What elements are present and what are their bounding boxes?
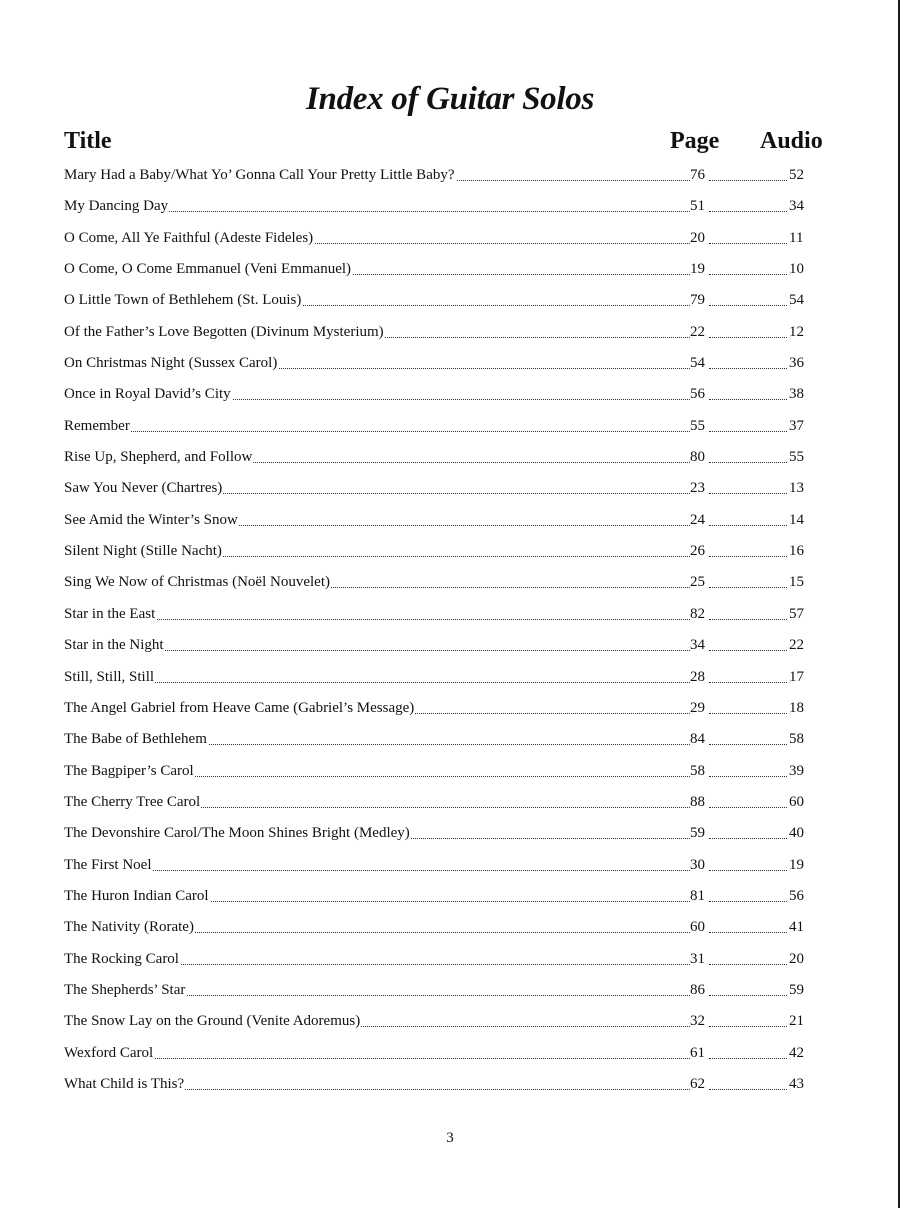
- index-entry: [64, 881, 808, 912]
- entry-audio-track: 37: [789, 417, 804, 434]
- index-entry: [64, 411, 808, 442]
- index-entry: [64, 1006, 808, 1037]
- entry-audio-track: 10: [789, 261, 804, 278]
- index-entry: [64, 223, 808, 254]
- index-entry: [64, 944, 808, 975]
- entry-title: Remember: [64, 411, 131, 442]
- audio-column-header: Audio: [760, 128, 823, 154]
- dot-leader: [709, 274, 787, 275]
- dot-leader: [709, 1058, 787, 1059]
- index-entry: [64, 630, 808, 661]
- index-entry: [64, 975, 808, 1006]
- entry-audio-track: 55: [789, 449, 804, 466]
- entry-title: Silent Night (Stille Nacht): [64, 536, 223, 567]
- entry-title: O Come, All Ye Faithful (Adeste Fideles): [64, 223, 314, 254]
- index-entry: [64, 505, 808, 536]
- entry-title: My Dancing Day: [64, 191, 169, 222]
- entry-page: 81: [690, 887, 705, 904]
- entry-page: 28: [690, 668, 705, 685]
- dot-leader: [709, 243, 787, 244]
- entry-audio-track: 59: [789, 981, 804, 998]
- entry-page: 51: [690, 198, 705, 215]
- dot-leader: [709, 932, 787, 933]
- entry-title: See Amid the Winter’s Snow: [64, 505, 239, 536]
- entry-title: Mary Had a Baby/What Yo’ Gonna Call Your Pretty Little Baby?: [64, 160, 456, 191]
- entry-title: O Come, O Come Emmanuel (Veni Emmanuel): [64, 254, 352, 285]
- dot-leader: [709, 901, 787, 902]
- entry-page: 22: [690, 323, 705, 340]
- dot-leader: [709, 399, 787, 400]
- dot-leader: [709, 431, 787, 432]
- dot-leader: [709, 368, 787, 369]
- entry-page: 55: [690, 417, 705, 434]
- entry-page: 19: [690, 261, 705, 278]
- index-entry: [64, 191, 808, 222]
- entry-title: Once in Royal David’s City: [64, 379, 232, 410]
- index-entry: [64, 912, 808, 943]
- index-entry: [64, 254, 808, 285]
- entry-audio-track: 11: [789, 229, 804, 246]
- entry-title: The Rocking Carol: [64, 944, 180, 975]
- title-column-header: Title: [64, 128, 112, 154]
- dot-leader: [709, 838, 787, 839]
- index-entry: [64, 1038, 808, 1069]
- entry-title: Saw You Never (Chartres): [64, 473, 223, 504]
- index-entry: [64, 850, 808, 881]
- entry-audio-track: 57: [789, 605, 804, 622]
- dot-leader: [709, 807, 787, 808]
- entry-audio-track: 34: [789, 198, 804, 215]
- index-entry: [64, 160, 808, 191]
- entry-page: 54: [690, 355, 705, 372]
- entry-audio-track: 22: [789, 637, 804, 654]
- entry-title: Star in the East: [64, 599, 156, 630]
- entry-page: 20: [690, 229, 705, 246]
- entry-page: 30: [690, 856, 705, 873]
- entry-title: The Bagpiper’s Carol: [64, 756, 195, 787]
- index-entry: [64, 662, 808, 693]
- entry-title: Star in the Night: [64, 630, 165, 661]
- entry-title: Rise Up, Shepherd, and Follow: [64, 442, 253, 473]
- dot-leader: [709, 713, 787, 714]
- dot-leader: [64, 619, 690, 620]
- page-number: 3: [446, 1130, 454, 1146]
- entry-title: The Nativity (Rorate): [64, 912, 195, 943]
- index-entry: [64, 348, 808, 379]
- entry-page: 24: [690, 511, 705, 528]
- entry-audio-track: 20: [789, 950, 804, 967]
- index-entry: [64, 317, 808, 348]
- entry-page: 23: [690, 480, 705, 497]
- entry-page: 76: [690, 167, 705, 183]
- entry-audio-track: 40: [789, 825, 804, 842]
- dot-leader: [709, 556, 787, 557]
- entry-title: Still, Still, Still: [64, 662, 155, 693]
- entry-page: 62: [690, 1075, 705, 1092]
- dot-leader: [709, 964, 787, 965]
- entry-page: 59: [690, 825, 705, 842]
- entry-title: Sing We Now of Christmas (Noël Nouvelet): [64, 567, 331, 598]
- dot-leader: [709, 305, 787, 306]
- dot-leader: [709, 587, 787, 588]
- entry-page: 32: [690, 1013, 705, 1030]
- dot-leader: [64, 870, 690, 871]
- dot-leader: [709, 682, 787, 683]
- index-list: [64, 160, 808, 1100]
- entry-page: 26: [690, 543, 705, 560]
- entry-title: The Devonshire Carol/The Moon Shines Bright (Medley): [64, 818, 411, 849]
- dot-leader: [709, 1026, 787, 1027]
- index-entry: [64, 473, 808, 504]
- entry-audio-track: 60: [789, 793, 804, 810]
- dot-leader: [709, 211, 787, 212]
- entry-page: 58: [690, 762, 705, 779]
- dot-leader: [64, 431, 690, 432]
- entry-title: O Little Town of Bethlehem (St. Louis): [64, 285, 302, 316]
- dot-leader: [709, 619, 787, 620]
- dot-leader: [709, 337, 787, 338]
- dot-leader: [709, 493, 787, 494]
- entry-page: 31: [690, 950, 705, 967]
- entry-title: The Shepherds’ Star: [64, 975, 186, 1006]
- dot-leader: [709, 1089, 787, 1090]
- entry-audio-track: 14: [789, 511, 804, 528]
- dot-leader: [709, 525, 787, 526]
- index-entry: [64, 724, 808, 755]
- entry-title: What Child is This?: [64, 1069, 185, 1100]
- entry-audio-track: 12: [789, 323, 804, 340]
- index-entry: [64, 693, 808, 724]
- entry-audio-track: 19: [789, 856, 804, 873]
- dot-leader: [709, 650, 787, 651]
- entry-title: The Babe of Bethlehem: [64, 724, 208, 755]
- page-column-header: Page: [670, 128, 720, 154]
- entry-audio-track: 52: [789, 167, 804, 183]
- entry-audio-track: 42: [789, 1044, 804, 1061]
- entry-page: 25: [690, 574, 705, 591]
- index-header: [64, 124, 834, 158]
- index-entry: [64, 787, 808, 818]
- index-entry: [64, 1069, 808, 1100]
- entry-audio-track: 36: [789, 355, 804, 372]
- entry-audio-track: 15: [789, 574, 804, 591]
- dot-leader: [709, 776, 787, 777]
- entry-page: 82: [690, 605, 705, 622]
- entry-audio-track: 54: [789, 292, 804, 309]
- entry-title: The First Noel: [64, 850, 153, 881]
- entry-title: The Huron Indian Carol: [64, 881, 210, 912]
- entry-page: 88: [690, 793, 705, 810]
- index-entry: [64, 442, 808, 473]
- dot-leader: [709, 995, 787, 996]
- dot-leader: [709, 180, 787, 181]
- entry-title: On Christmas Night (Sussex Carol): [64, 348, 278, 379]
- page-title: Index of Guitar Solos: [305, 81, 594, 118]
- dot-leader: [64, 682, 690, 683]
- entry-audio-track: 39: [789, 762, 804, 779]
- entry-audio-track: 41: [789, 919, 804, 936]
- index-entry: [64, 379, 808, 410]
- entry-page: 56: [690, 386, 705, 403]
- dot-leader: [709, 870, 787, 871]
- dot-leader: [64, 1058, 690, 1059]
- entry-page: 80: [690, 449, 705, 466]
- entry-page: 60: [690, 919, 705, 936]
- index-entry: [64, 599, 808, 630]
- entry-audio-track: 13: [789, 480, 804, 497]
- entry-page: 86: [690, 981, 705, 998]
- dot-leader: [709, 744, 787, 745]
- dot-leader: [709, 462, 787, 463]
- entry-page: 84: [690, 731, 705, 748]
- entry-page: 34: [690, 637, 705, 654]
- entry-audio-track: 56: [789, 887, 804, 904]
- entry-title: The Snow Lay on the Ground (Venite Adoremus): [64, 1006, 361, 1037]
- entry-audio-track: 16: [789, 543, 804, 560]
- index-entry: [64, 285, 808, 316]
- entry-title: Of the Father’s Love Begotten (Divinum Mysterium): [64, 317, 385, 348]
- entry-title: Wexford Carol: [64, 1038, 154, 1069]
- entry-title: The Angel Gabriel from Heave Came (Gabriel’s Message): [64, 693, 415, 724]
- entry-audio-track: 38: [789, 386, 804, 403]
- index-entry: [64, 567, 808, 598]
- entry-audio-track: 21: [789, 1013, 804, 1030]
- entry-audio-track: 17: [789, 668, 804, 685]
- entry-page: 29: [690, 699, 705, 716]
- entry-page: 79: [690, 292, 705, 309]
- entry-page: 61: [690, 1044, 705, 1061]
- index-entry: [64, 536, 808, 567]
- entry-audio-track: 43: [789, 1075, 804, 1092]
- entry-audio-track: 18: [789, 699, 804, 716]
- index-entry: [64, 756, 808, 787]
- entry-title: The Cherry Tree Carol: [64, 787, 201, 818]
- entry-audio-track: 58: [789, 731, 804, 748]
- index-entry: [64, 818, 808, 849]
